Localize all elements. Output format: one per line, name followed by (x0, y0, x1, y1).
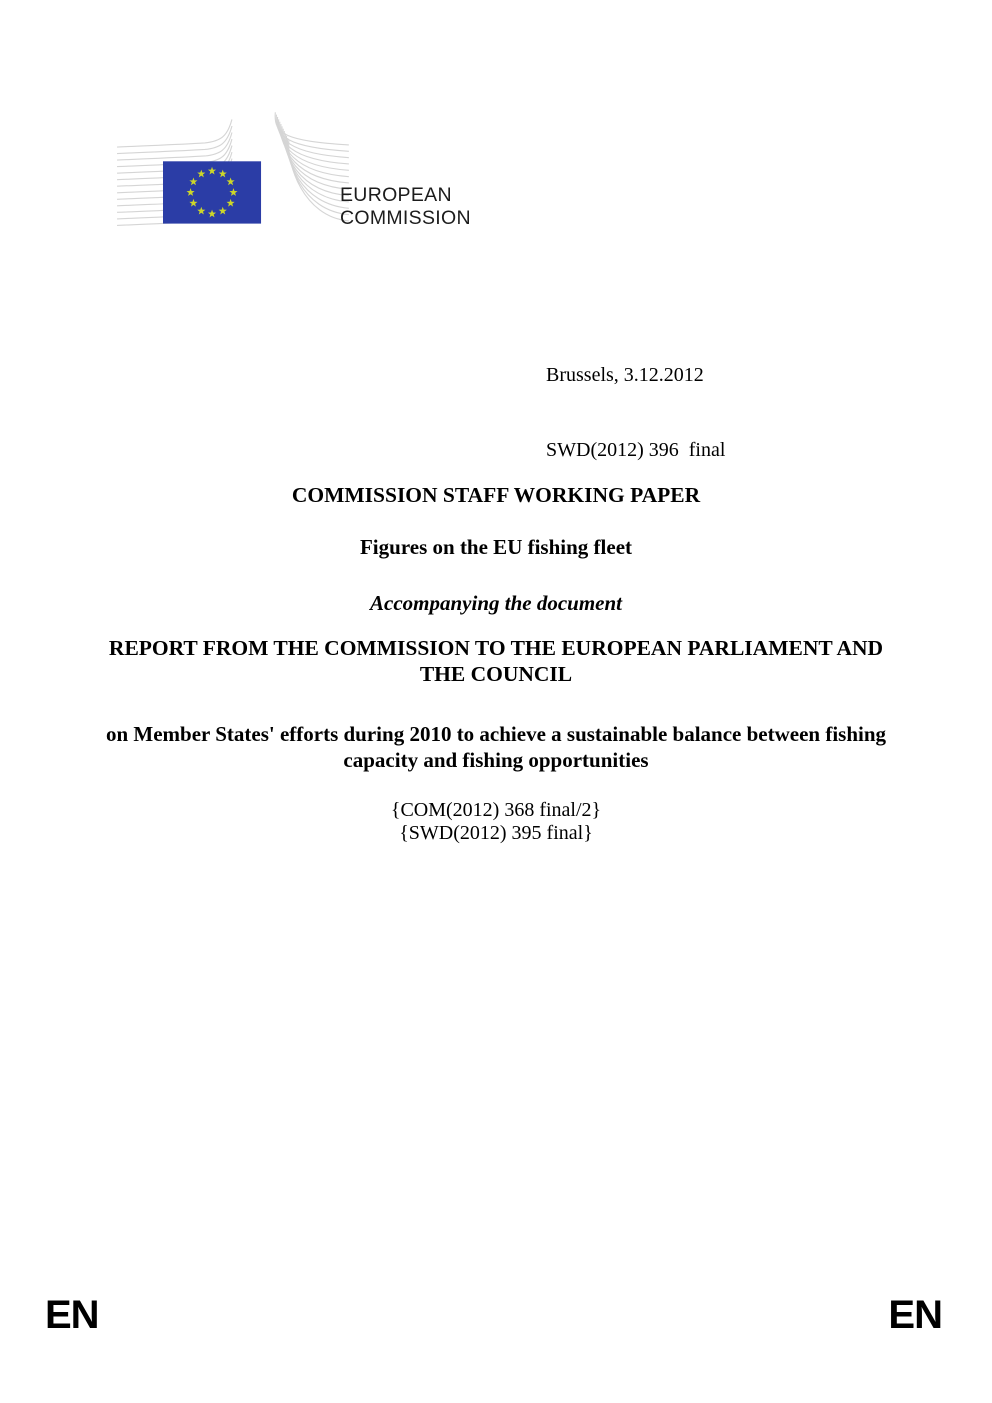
place-date: Brussels, 3.12.2012 (546, 364, 704, 386)
institution-line: EUROPEAN (340, 184, 452, 206)
report-subject-line: capacity and fishing opportunities (343, 748, 649, 772)
document-reference: SWD(2012) 396 final (546, 439, 726, 461)
report-title-line: THE COUNCIL (419, 662, 573, 686)
language-code-right: EN (888, 1293, 942, 1337)
accompanying-label: Accompanying the document (370, 591, 622, 615)
doc-type-title: COMMISSION STAFF WORKING PAPER (291, 483, 701, 507)
doc-subject-title: Figures on the EU fishing fleet (359, 535, 633, 559)
reference-swd: {SWD(2012) 395 final} (399, 822, 593, 844)
ec-logo-graphic (115, 108, 355, 233)
language-code-left: EN (45, 1293, 99, 1337)
related-references (0, 799, 992, 845)
report-subject (0, 721, 992, 773)
report-subject-line: on Member States' efforts during 2010 to achieve a sustainable balance between fishing (105, 722, 887, 746)
report-title-line: REPORT FROM THE COMMISSION TO THE EUROPEAN PARLIAMENT AND (108, 636, 884, 660)
institution-line: COMMISSION (340, 207, 471, 229)
logo-right-lines (275, 112, 349, 221)
institution-name (340, 184, 471, 230)
european-commission-logo (115, 108, 355, 233)
reference-com: {COM(2012) 368 final/2} (390, 799, 602, 821)
report-title (0, 635, 992, 687)
